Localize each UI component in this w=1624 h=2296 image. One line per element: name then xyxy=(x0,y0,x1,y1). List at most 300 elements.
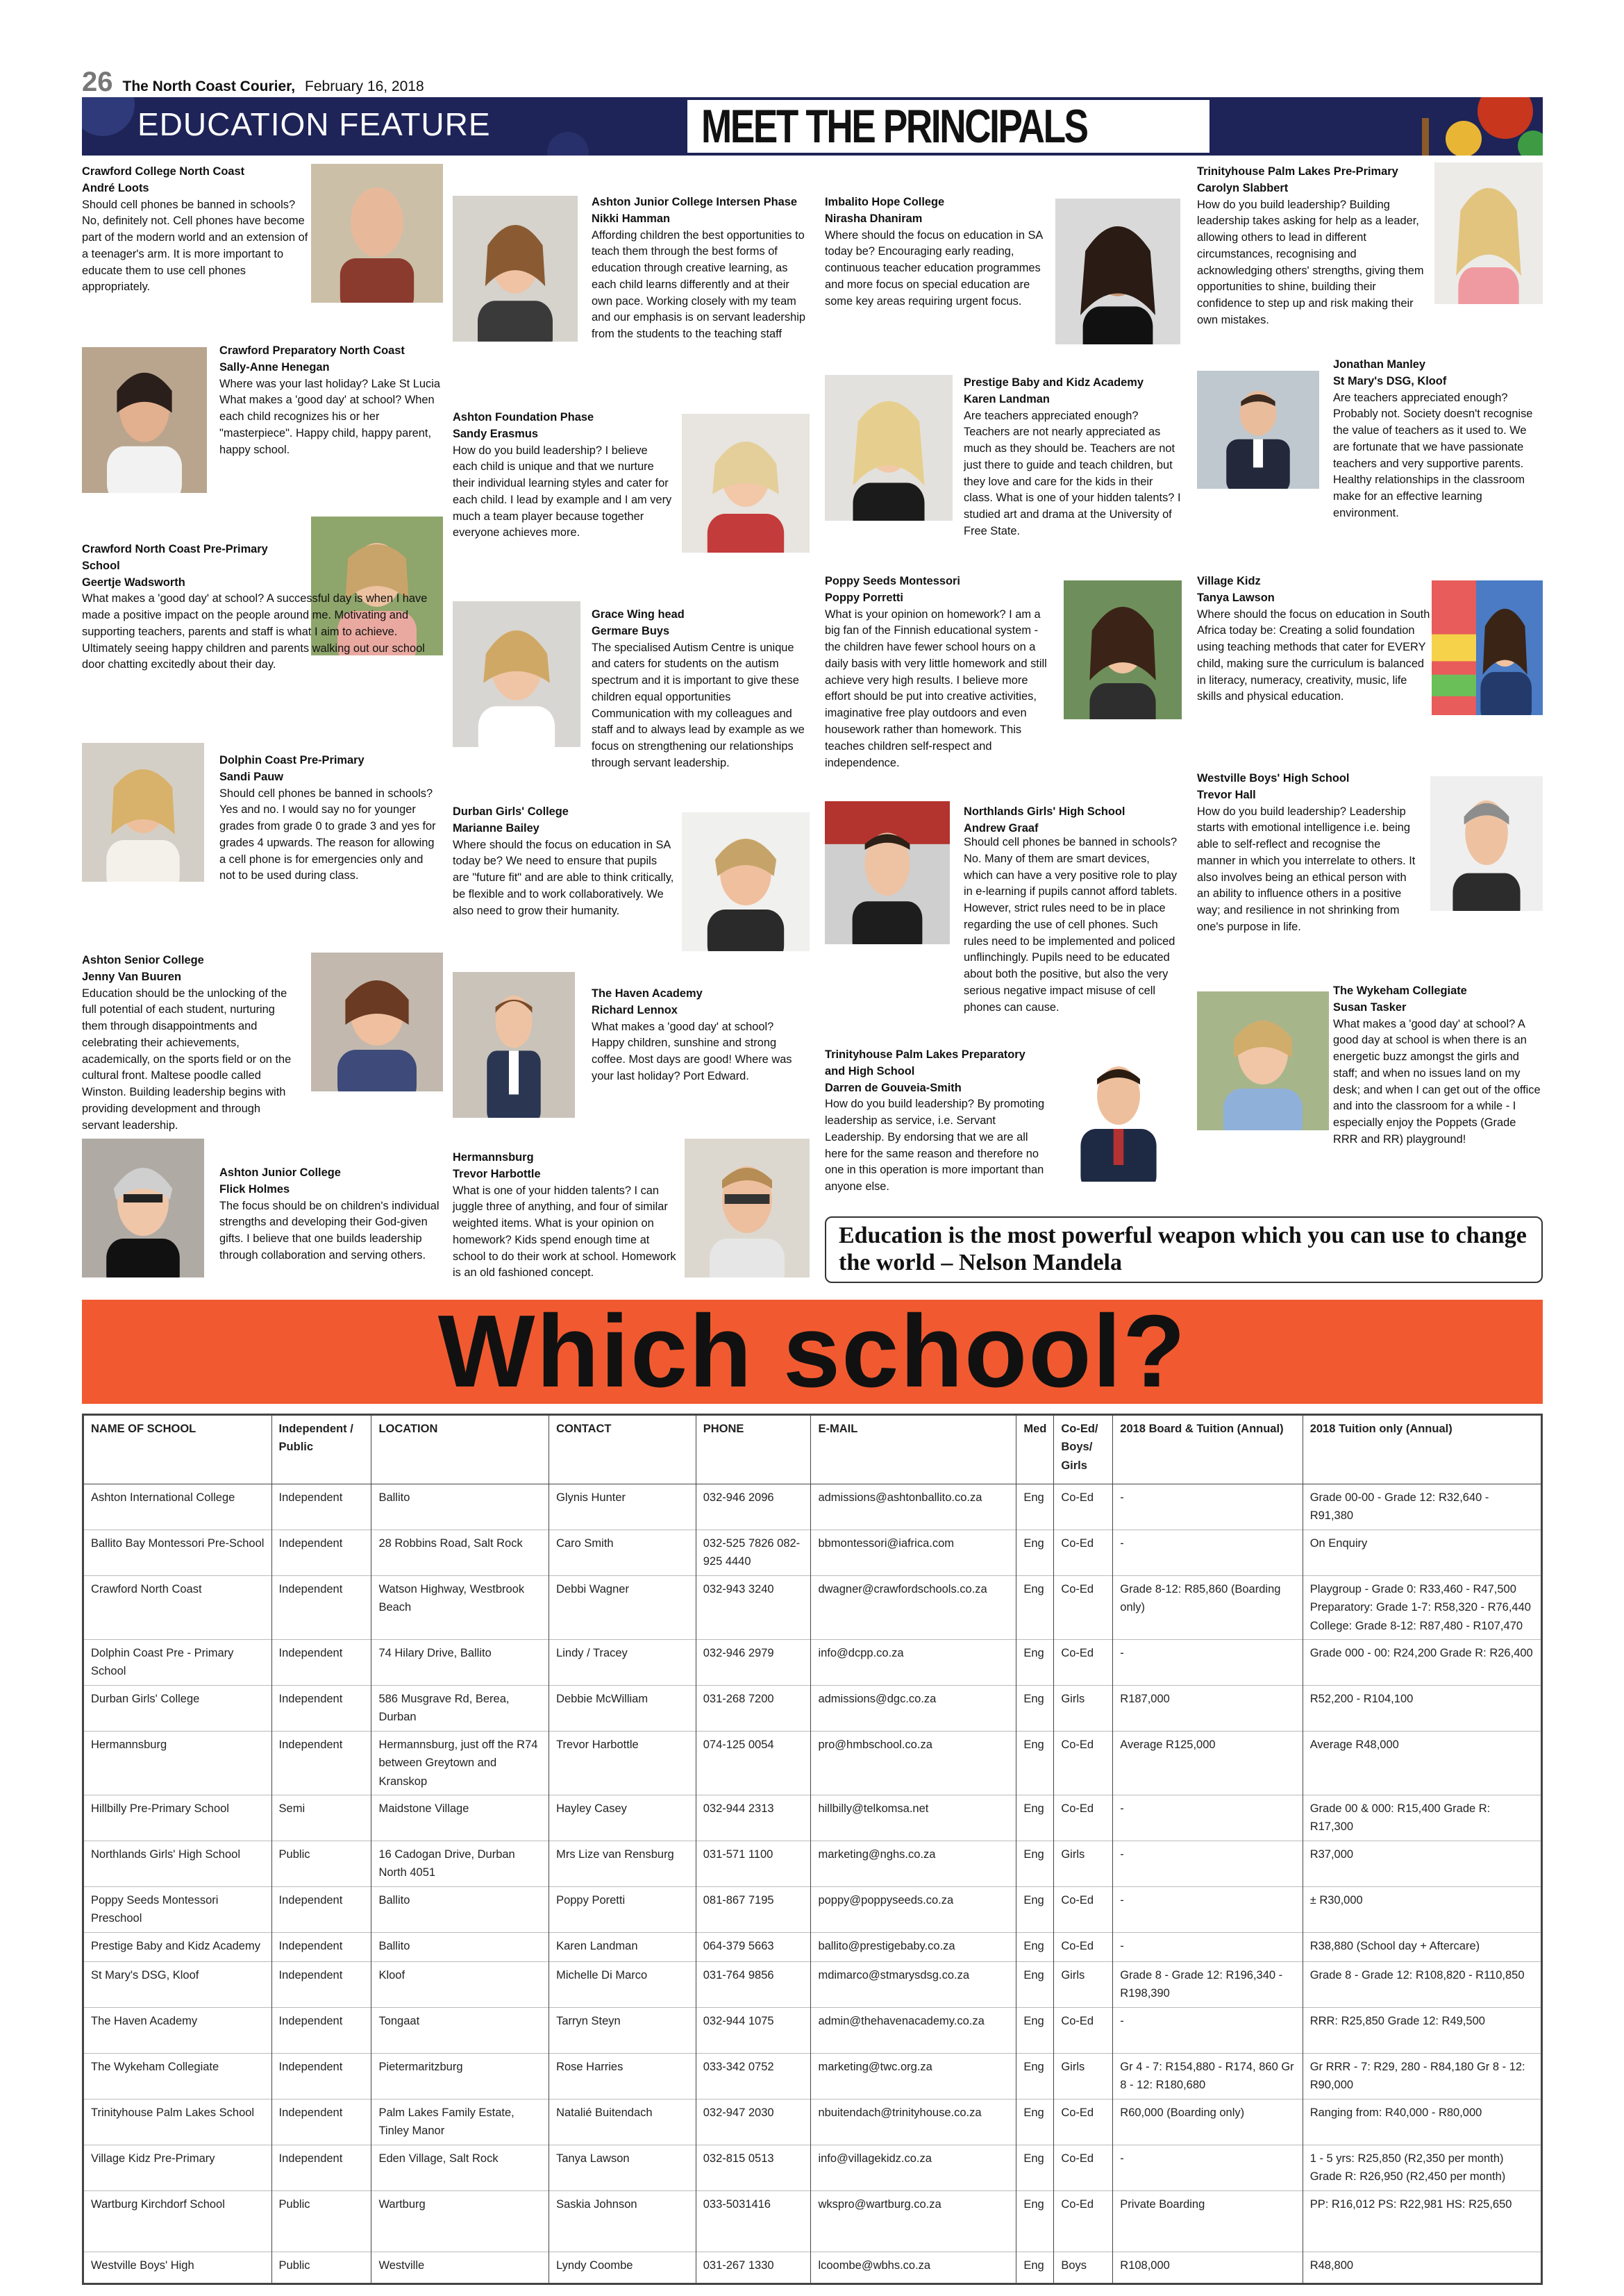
table-cell: - xyxy=(1113,1841,1303,1886)
table-cell: 031-267 1330 xyxy=(696,2252,811,2284)
article-northlands-head xyxy=(964,804,1183,837)
portrait-photo xyxy=(1055,199,1180,344)
portrait-photo xyxy=(682,414,810,553)
column-header: PHONE xyxy=(696,1415,811,1484)
school-name: Grace Wing head xyxy=(592,608,685,621)
portrait-woman-icon xyxy=(1064,580,1182,719)
table-cell: Hermannsburg xyxy=(83,1731,272,1795)
table-cell: Rose Harries xyxy=(549,2053,696,2099)
school-name: The Wykeham Collegiate xyxy=(1333,984,1467,997)
table-cell: Crawford North Coast xyxy=(83,1575,272,1639)
table-cell: Eng xyxy=(1016,2145,1054,2190)
table-cell: Public xyxy=(271,2190,371,2252)
article-grace-wing xyxy=(592,607,808,772)
table-cell: Grade 8 - Grade 12: R196,340 - R198,390 xyxy=(1113,1961,1303,2007)
table-cell: The Wykeham Collegiate xyxy=(83,2053,272,2099)
portrait-photo xyxy=(1064,580,1182,719)
column-header: CONTACT xyxy=(549,1415,696,1484)
portrait-photo xyxy=(311,164,443,303)
portrait-woman-icon xyxy=(82,743,204,882)
article-body: What is one of your hidden talents? I can juggle three of anything, and four of similar weighted items. What is your opinion on homework? Kids spend enough time at school to do their work at school. Homework is an old fashioned concept. xyxy=(453,1184,676,1280)
school-name: Village Kidz xyxy=(1197,575,1261,587)
school-name: Imbalito Hope College xyxy=(825,196,945,208)
table-cell: 033-342 0752 xyxy=(696,2053,811,2099)
table-cell: St Mary's DSG, Kloof xyxy=(83,1961,272,2007)
school-name: Crawford College North Coast xyxy=(82,165,245,178)
table-cell: Eng xyxy=(1016,1961,1054,2007)
portrait-photo xyxy=(82,347,207,493)
article-body: Where was your last holiday? Lake St Lucia What makes a 'good day' at school? When each child recognizes his or her "masterpiece". Happy child, happy parent, happy school. xyxy=(219,377,440,456)
table-cell: R48,800 xyxy=(1303,2252,1541,2284)
article-body: What makes a 'good day' at school? Happy children, sunshine and strong coffee. Most days are good! Where was your last holiday? Port Edward. xyxy=(592,1020,792,1082)
table-cell: Hayley Casey xyxy=(549,1795,696,1841)
table-cell: Tanya Lawson xyxy=(549,2145,696,2190)
principal-name: Geertje Wadsworth xyxy=(82,576,185,589)
table-cell: Eng xyxy=(1016,2053,1054,2099)
table-cell: 032-815 0513 xyxy=(696,2145,811,2190)
school-name: Crawford Preparatory North Coast xyxy=(219,344,405,357)
portrait-man-icon xyxy=(311,164,443,303)
table-cell: Eng xyxy=(1016,1685,1054,1731)
table-cell: Eng xyxy=(1016,1575,1054,1639)
article-ashton-junior xyxy=(219,1165,442,1264)
table-cell: Ballito Bay Montessori Pre-School xyxy=(83,1530,272,1575)
table-cell: Co-Ed xyxy=(1054,2099,1113,2145)
table-row xyxy=(83,2099,1542,2145)
feature-title xyxy=(687,100,1209,153)
school-name: Dolphin Coast Pre-Primary xyxy=(219,754,365,766)
table-cell: - xyxy=(1113,2007,1303,2053)
article-westville xyxy=(1197,771,1421,936)
table-body xyxy=(83,1484,1542,2284)
table-cell[interactable]: lcoombe@wbhs.co.za xyxy=(811,2252,1016,2284)
principal-name: Darren de Gouveia-Smith xyxy=(825,1081,962,1094)
table-cell: 032-943 3240 xyxy=(696,1575,811,1639)
table-cell: Co-Ed xyxy=(1054,2190,1113,2252)
portrait-woman-icon xyxy=(82,1139,204,1277)
column-header: 2018 Tuition only (Annual) xyxy=(1303,1415,1541,1484)
portrait-man-icon xyxy=(685,1139,810,1277)
portrait-photo xyxy=(685,1139,810,1277)
article-durban-girls xyxy=(453,804,675,919)
table-cell: Dolphin Coast Pre - Primary School xyxy=(83,1639,272,1685)
table-cell: Michelle Di Marco xyxy=(549,1961,696,2007)
table-cell: 031-571 1100 xyxy=(696,1841,811,1886)
table-cell: - xyxy=(1113,1639,1303,1685)
table-cell: Eden Village, Salt Rock xyxy=(371,2145,549,2190)
article-body: The focus should be on children's individual strengths and developing their God-given gifts. I believe that one builds leadership through collaboration and serving others. xyxy=(219,1199,440,1262)
table-cell: 033-5031416 xyxy=(696,2190,811,2252)
portrait-woman-icon xyxy=(1197,991,1329,1130)
column-header: NAME OF SCHOOL xyxy=(83,1415,272,1484)
table-cell: Northlands Girls' High School xyxy=(83,1841,272,1886)
table-cell: Independent xyxy=(271,1932,371,1961)
table-cell: Wartburg xyxy=(371,2190,549,2252)
table-cell: Independent xyxy=(271,1685,371,1731)
article-body: Are teachers appreciated enough? Probably not. Society doesn't recognise the value of teachers as it used to. We are fortunate that we have passionate teachers and very supportive parents. Healthy relationships in the classroom make for an effective learning environment. xyxy=(1333,391,1533,520)
table-cell[interactable]: marketing@nghs.co.za xyxy=(811,1841,1016,1886)
school-name: St Mary's DSG, Kloof xyxy=(1333,374,1447,387)
table-cell: Westville Boys' High xyxy=(83,2252,272,2284)
table-cell: Eng xyxy=(1016,1639,1054,1685)
portrait-photo xyxy=(1197,371,1319,489)
table-cell: Trinityhouse Palm Lakes School xyxy=(83,2099,272,2145)
table-cell: Grade 00-00 - Grade 12: R32,640 - R91,380 xyxy=(1303,1484,1541,1530)
table-cell: Maidstone Village xyxy=(371,1795,549,1841)
table-cell: Co-Ed xyxy=(1054,1530,1113,1575)
school-name: Durban Girls' College xyxy=(453,805,569,818)
school-name: Ashton Junior College xyxy=(219,1166,341,1179)
table-cell: Girls xyxy=(1054,1961,1113,2007)
portrait-photo xyxy=(453,196,578,342)
table-cell: Eng xyxy=(1016,2099,1054,2145)
table-row xyxy=(83,1685,1542,1731)
portrait-photo xyxy=(453,601,580,747)
portrait-photo xyxy=(682,812,810,951)
section-banner xyxy=(82,97,1543,156)
table-cell: Public xyxy=(271,2252,371,2284)
table-cell: 032-525 7826 082-925 4440 xyxy=(696,1530,811,1575)
table-row xyxy=(83,1530,1542,1575)
article-ashton-foundation xyxy=(453,410,675,542)
table-cell: Co-Ed xyxy=(1054,2007,1113,2053)
table-header-row xyxy=(83,1415,1542,1484)
table-cell: Lindy / Tracey xyxy=(549,1639,696,1685)
article-body: How do you build leadership? Leadership starts with emotional intelligence i.e. being able to self-reflect and recognise the manner in which you interrelate to others. It also involves being an ethical person with an ability to influence others in a positive way; and resilience in not shrinking from one's purpose in life. xyxy=(1197,805,1416,934)
table-cell: Co-Ed xyxy=(1054,1932,1113,1961)
table-cell: Gr 4 - 7: R154,880 - R174, 860 Gr 8 - 12: R180,680 xyxy=(1113,2053,1303,2099)
table-cell: Grade 8-12: R85,860 (Boarding only) xyxy=(1113,1575,1303,1639)
table-cell: ± R30,000 xyxy=(1303,1886,1541,1932)
table-cell: R52,200 - R104,100 xyxy=(1303,1685,1541,1731)
principal-name: Susan Tasker xyxy=(1333,1000,1407,1014)
table-cell[interactable]: info@dcpp.co.za xyxy=(811,1639,1016,1685)
table-cell: Boys xyxy=(1054,2252,1113,2284)
table-cell: Glynis Hunter xyxy=(549,1484,696,1530)
portrait-woman-icon xyxy=(453,601,580,747)
article-body: How do you build leadership? By promoting leadership as service, i.e. Servant Leadership. By endorsing that we are all here for the same reason and therefore no one in this operation is more important than anyone else. xyxy=(825,1098,1045,1193)
table-row xyxy=(83,1795,1542,1841)
table-cell[interactable]: admissions@dgc.co.za xyxy=(811,1685,1016,1731)
paper-name: The North Coast Courier, xyxy=(122,78,296,94)
school-name: Crawford North Coast Pre-Primary School xyxy=(82,543,268,572)
table-cell: R187,000 xyxy=(1113,1685,1303,1731)
table-cell: 032-946 2096 xyxy=(696,1484,811,1530)
article-trinityhouse-preprimary xyxy=(1197,164,1433,329)
table-cell: Karen Landman xyxy=(549,1932,696,1961)
principal-name: Tanya Lawson xyxy=(1197,591,1275,604)
principal-name: Jenny Van Buuren xyxy=(82,970,182,983)
table-cell: Hillbilly Pre-Primary School xyxy=(83,1795,272,1841)
table-cell: Girls xyxy=(1054,1841,1113,1886)
column-header: Co-Ed/ Boys/ Girls xyxy=(1054,1415,1113,1484)
article-hermannsburg xyxy=(453,1150,676,1282)
which-school-banner xyxy=(82,1294,1543,1409)
table-cell: Village Kidz Pre-Primary xyxy=(83,2145,272,2190)
table-cell: R38,880 (School day + Aftercare) xyxy=(1303,1932,1541,1961)
principal-name: Andrew Graaf xyxy=(964,821,1039,835)
table-cell: Debbi Wagner xyxy=(549,1575,696,1639)
principal-name: Trevor Harbottle xyxy=(453,1167,541,1180)
portrait-photo xyxy=(82,743,204,882)
table-cell[interactable]: nbuitendach@trinityhouse.co.za xyxy=(811,2099,1016,2145)
table-row xyxy=(83,2053,1542,2099)
principal-name: Jonathan Manley xyxy=(1333,358,1425,371)
table-cell: Saskia Johnson xyxy=(549,2190,696,2252)
table-cell: 28 Robbins Road, Salt Rock xyxy=(371,1530,549,1575)
table-cell: 1 - 5 yrs: R25,850 (R2,350 per month) Grade R: R26,950 (R2,450 per month) xyxy=(1303,2145,1541,2190)
table-cell: On Enquiry xyxy=(1303,1530,1541,1575)
school-name: Poppy Seeds Montessori xyxy=(825,575,960,587)
table-cell: Independent xyxy=(271,2007,371,2053)
portrait-man-icon xyxy=(453,972,575,1118)
table-cell: Average R48,000 xyxy=(1303,1731,1541,1795)
table-cell: Durban Girls' College xyxy=(83,1685,272,1731)
article-body: Education should be the unlocking of the full potential of each student, nurturing them through disappointments and celebrating their achievements, academically, on the sports field or on the cultural front. Maltese poodle called Winston. Building leadership begins with providing development and through servant leadership. xyxy=(82,987,292,1132)
portrait-woman-icon xyxy=(682,812,810,951)
portrait-woman-icon xyxy=(682,414,810,553)
article-dolphin-coast xyxy=(219,753,442,885)
table-row xyxy=(83,2145,1542,2190)
article-body: Should cell phones be banned in schools? No, definitely not. Cell phones have become part of the modern world and an extension of a teenager's arm. It is more important to educate them to use cell phones appropriately. xyxy=(82,198,308,294)
table-cell: Poppy Seeds Montessori Preschool xyxy=(83,1886,272,1932)
table-cell[interactable]: marketing@twc.org.za xyxy=(811,2053,1016,2099)
table-cell: Grade 00 & 000: R15,400 Grade R: R17,300 xyxy=(1303,1795,1541,1841)
table-cell: R60,000 (Boarding only) xyxy=(1113,2099,1303,2145)
table-cell: Prestige Baby and Kidz Academy xyxy=(83,1932,272,1961)
school-name: Ashton Junior College Intersen Phase xyxy=(592,196,797,208)
table-cell[interactable]: bbmontessori@iafrica.com xyxy=(811,1530,1016,1575)
table-cell: Co-Ed xyxy=(1054,1575,1113,1639)
table-cell: 031-764 9856 xyxy=(696,1961,811,2007)
table-cell: Eng xyxy=(1016,1841,1054,1886)
article-ashton-senior xyxy=(82,953,443,1134)
principal-name: Trevor Hall xyxy=(1197,788,1256,801)
table-cell: Independent xyxy=(271,1886,371,1932)
school-name: Ashton Senior College xyxy=(82,954,204,966)
portrait-photo xyxy=(1055,1043,1182,1182)
article-poppy-seeds xyxy=(825,573,1057,771)
article-crawford-prep xyxy=(219,343,442,458)
portrait-photo xyxy=(1430,776,1543,911)
portrait-woman-icon xyxy=(1434,162,1543,304)
table-cell: Westville xyxy=(371,2252,549,2284)
table-cell: 081-867 7195 xyxy=(696,1886,811,1932)
principal-name: André Loots xyxy=(82,181,149,194)
article-imbalito xyxy=(825,194,1054,310)
article-body: What is your opinion on homework? I am a big fan of the Finnish educational system - the children have fewer school hours on a daily basis with very little homework and still achieve very high results. I believe more effort should be put into creative activities, imaginative free play outdoors and even housework rather than homework. This teaches children self-respect and independence. xyxy=(825,607,1047,769)
article-crawford-college xyxy=(82,164,311,296)
table-cell: Co-Ed xyxy=(1054,1639,1113,1685)
table-cell: Watson Highway, Westbrook Beach xyxy=(371,1575,549,1639)
table-cell: Independent xyxy=(271,1731,371,1795)
table-cell: Ballito xyxy=(371,1484,549,1530)
table-cell: - xyxy=(1113,2145,1303,2190)
table-cell: 032-947 2030 xyxy=(696,2099,811,2145)
table-cell: 16 Cadogan Drive, Durban North 4051 xyxy=(371,1841,549,1886)
column-header: LOCATION xyxy=(371,1415,549,1484)
table-cell: Lyndy Coombe xyxy=(549,2252,696,2284)
table-cell: Debbie McWilliam xyxy=(549,1685,696,1731)
article-body: How do you build leadership? I believe each child is unique and that we nurture their individual learning styles and cater for each child. I lead by example and I am very much a team player because together everyone achieves more. xyxy=(453,444,672,539)
table-cell[interactable]: dwagner@crawfordschools.co.za xyxy=(811,1575,1016,1639)
table-cell: Independent xyxy=(271,1530,371,1575)
article-crawford-preprimary xyxy=(82,542,443,673)
table-cell: Eng xyxy=(1016,1932,1054,1961)
principal-name: Poppy Porretti xyxy=(825,591,903,604)
table-cell: Co-Ed xyxy=(1054,2145,1113,2190)
table-row xyxy=(83,1731,1542,1795)
table-cell: Palm Lakes Family Estate, Tinley Manor xyxy=(371,2099,549,2145)
table-cell: Girls xyxy=(1054,1685,1113,1731)
table-cell[interactable]: admin@thehavenacademy.co.za xyxy=(811,2007,1016,2053)
column-header: 2018 Board & Tuition (Annual) xyxy=(1113,1415,1303,1484)
table-cell: - xyxy=(1113,1530,1303,1575)
table-cell: Natalié Buitendach xyxy=(549,2099,696,2145)
table-cell[interactable]: hillbilly@telkomsa.net xyxy=(811,1795,1016,1841)
principal-name: Marianne Bailey xyxy=(453,821,539,835)
table-cell: R37,000 xyxy=(1303,1841,1541,1886)
table-cell: Eng xyxy=(1016,1484,1054,1530)
table-cell[interactable]: admissions@ashtonballito.co.za xyxy=(811,1484,1016,1530)
column-header: Independent / Public xyxy=(271,1415,371,1484)
table-cell[interactable]: info@villagekidz.co.za xyxy=(811,2145,1016,2190)
table-cell: Semi xyxy=(271,1795,371,1841)
article-st-marys xyxy=(1333,357,1543,522)
table-cell: Hermannsburg, just off the R74 between Greytown and Kranskop xyxy=(371,1731,549,1795)
table-cell[interactable]: wkspro@wartburg.co.za xyxy=(811,2190,1016,2252)
table-cell: 032-944 1075 xyxy=(696,2007,811,2053)
table-cell: Co-Ed xyxy=(1054,1484,1113,1530)
portrait-photo xyxy=(453,972,575,1118)
table-cell: Independent xyxy=(271,1575,371,1639)
table-cell: Co-Ed xyxy=(1054,1886,1113,1932)
table-cell[interactable]: ballito@prestigebaby.co.za xyxy=(811,1932,1016,1961)
portrait-man-icon xyxy=(1430,776,1543,911)
table-cell: R108,000 xyxy=(1113,2252,1303,2284)
portrait-photo xyxy=(1434,162,1543,304)
table-cell: 032-946 2979 xyxy=(696,1639,811,1685)
table-cell: Eng xyxy=(1016,1886,1054,1932)
table-cell: Independent xyxy=(271,2145,371,2190)
table-cell: Eng xyxy=(1016,1731,1054,1795)
article-body: The specialised Autism Centre is unique and caters for students on the autism spectrum and it is important to give these children equal opportunities Communication with my colleagues and staff and to always lead by example as we focus on strengthening our relationships through servant leadership. xyxy=(592,641,805,770)
table-cell: Eng xyxy=(1016,2252,1054,2284)
portrait-man-icon xyxy=(1197,371,1319,489)
school-name: The Haven Academy xyxy=(592,987,703,1000)
article-wykeham xyxy=(1333,983,1543,1148)
table-cell: Co-Ed xyxy=(1054,1731,1113,1795)
issue-date: February 16, 2018 xyxy=(305,78,424,94)
article-body: Should cell phones be banned in schools? Yes and no. I would say no for younger grades from grade 0 to grade 3 and yes for grades 4 upwards. The reason for allowing a cell phone is for emergencies only and not to be used during class. xyxy=(219,787,436,882)
table-cell: - xyxy=(1113,1484,1303,1530)
school-name: Trinityhouse Palm Lakes Preparatory and High School xyxy=(825,1048,1026,1078)
table-cell: Ballito xyxy=(371,1932,549,1961)
feature-title-text: MEET THE PRINCIPALS xyxy=(701,100,1087,153)
table-cell: Co-Ed xyxy=(1054,1795,1113,1841)
table-cell: Gr RRR - 7: R29, 280 - R84,180 Gr 8 - 12: R90,000 xyxy=(1303,2053,1541,2099)
running-header xyxy=(82,67,424,97)
article-body: What makes a 'good day' at school? A good day at school is when there is an energetic buzz amongst the girls and staff; and when no issues land on my desk; and when I can get out of the office and into the classroom for a while - I especially enjoy the Poppets (Grade RRR and RR) playground! xyxy=(1333,1017,1541,1146)
table-cell: 586 Musgrave Rd, Berea, Durban xyxy=(371,1685,549,1731)
table-cell: Grade 000 - 00: R24,200 Grade R: R26,400 xyxy=(1303,1639,1541,1685)
principal-name: Sandy Erasmus xyxy=(453,427,538,440)
principal-name: Karen Landman xyxy=(964,392,1050,405)
article-ashton-intersen xyxy=(592,194,808,343)
table-cell: Ballito xyxy=(371,1886,549,1932)
article-haven xyxy=(592,986,808,1085)
principal-name: Sally-Anne Henegan xyxy=(219,360,330,374)
principal-name: Nirasha Dhaniram xyxy=(825,212,923,225)
table-cell: 032-944 2313 xyxy=(696,1795,811,1841)
portrait-woman-icon xyxy=(1055,199,1180,344)
principal-name: Nikki Hamman xyxy=(592,212,670,225)
table-row xyxy=(83,1932,1542,1961)
table-cell: Private Boarding xyxy=(1113,2190,1303,2252)
portrait-photo xyxy=(1432,580,1543,715)
which-school-heading: Which school? xyxy=(437,1294,1187,1409)
table-cell: Mrs Lize van Rensburg xyxy=(549,1841,696,1886)
table-row xyxy=(83,2190,1542,2252)
article-body: Should cell phones be banned in schools? No. Many of them are smart devices, which can have a very positive role to play in e-learning if pupils cannot afford tablets. However, strict rules need to be in place regarding the use of cell phones. Such rules need to be implemented and policed unflinchingly. Pupils need to be educated about both the positive, but also the very serious negative impact misuse of cell phones can cause. xyxy=(964,836,1178,1014)
table-cell: RRR: R25,850 Grade 12: R49,500 xyxy=(1303,2007,1541,2053)
table-cell: Tongaat xyxy=(371,2007,549,2053)
section-label: EDUCATION FEATURE xyxy=(137,106,491,142)
article-body: How do you build leadership? Building leadership takes asking for help as a leader, allowing others to lead in different circumstances, recognising and acknowledging others' strengths, giving them opportunities to shine, building their confidence to step up and risk making their own mistakes. xyxy=(1197,198,1424,327)
table-cell: Wartburg Kirchdorf School xyxy=(83,2190,272,2252)
table-row xyxy=(83,1886,1542,1932)
table-cell: - xyxy=(1113,1886,1303,1932)
table-cell: Independent xyxy=(271,1639,371,1685)
table-cell: Trevor Harbottle xyxy=(549,1731,696,1795)
school-name: Ashton Foundation Phase xyxy=(453,411,594,424)
article-body: Where should the focus on education in SA today be? Encouraging early reading, continuous teacher education programmes and more focus on special education are some key areas requiring urgent focus. xyxy=(825,228,1043,308)
portrait-woman-icon xyxy=(82,347,207,493)
article-trinityhouse-prep xyxy=(825,1047,1047,1196)
table-row xyxy=(83,1484,1542,1530)
principal-name: Germare Buys xyxy=(592,624,670,637)
table-cell: 74 Hilary Drive, Ballito xyxy=(371,1639,549,1685)
table-cell[interactable]: poppy@poppyseeds.co.za xyxy=(811,1886,1016,1932)
principal-name: Richard Lennox xyxy=(592,1003,678,1016)
page-number: 26 xyxy=(82,67,113,97)
table-cell[interactable]: mdimarco@stmarysdsg.co.za xyxy=(811,1961,1016,2007)
table-cell: Ashton International College xyxy=(83,1484,272,1530)
table-row xyxy=(83,1575,1542,1639)
portrait-woman-icon xyxy=(453,196,578,342)
principal-name: Carolyn Slabbert xyxy=(1197,181,1289,194)
table-cell: Girls xyxy=(1054,2053,1113,2099)
portrait-photo xyxy=(1197,991,1329,1130)
table-row xyxy=(83,1639,1542,1685)
table-cell: Eng xyxy=(1016,1530,1054,1575)
principal-name: Sandi Pauw xyxy=(219,770,283,783)
principal-name: Flick Holmes xyxy=(219,1182,290,1196)
table-cell[interactable]: pro@hmbschool.co.za xyxy=(811,1731,1016,1795)
table-cell: Public xyxy=(271,1841,371,1886)
table-cell: 064-379 5663 xyxy=(696,1932,811,1961)
table-cell: Independent xyxy=(271,1961,371,2007)
table-cell: Independent xyxy=(271,1484,371,1530)
schools-table xyxy=(82,1414,1543,2285)
table-cell: Poppy Poretti xyxy=(549,1886,696,1932)
table-cell: Eng xyxy=(1016,1795,1054,1841)
table-cell: Ranging from: R40,000 - R80,000 xyxy=(1303,2099,1541,2145)
table-cell: PP: R16,012 PS: R22,981 HS: R25,650 xyxy=(1303,2190,1541,2252)
article-body: Where should the focus on education in SA today be? We need to ensure that pupils are "future fit" and are able to think critically, be flexible and to work collaboratively. We also need to grow their humanity. xyxy=(453,838,674,917)
school-name: Prestige Baby and Kidz Academy xyxy=(964,376,1144,389)
school-name: Trinityhouse Palm Lakes Pre-Primary xyxy=(1197,165,1398,178)
